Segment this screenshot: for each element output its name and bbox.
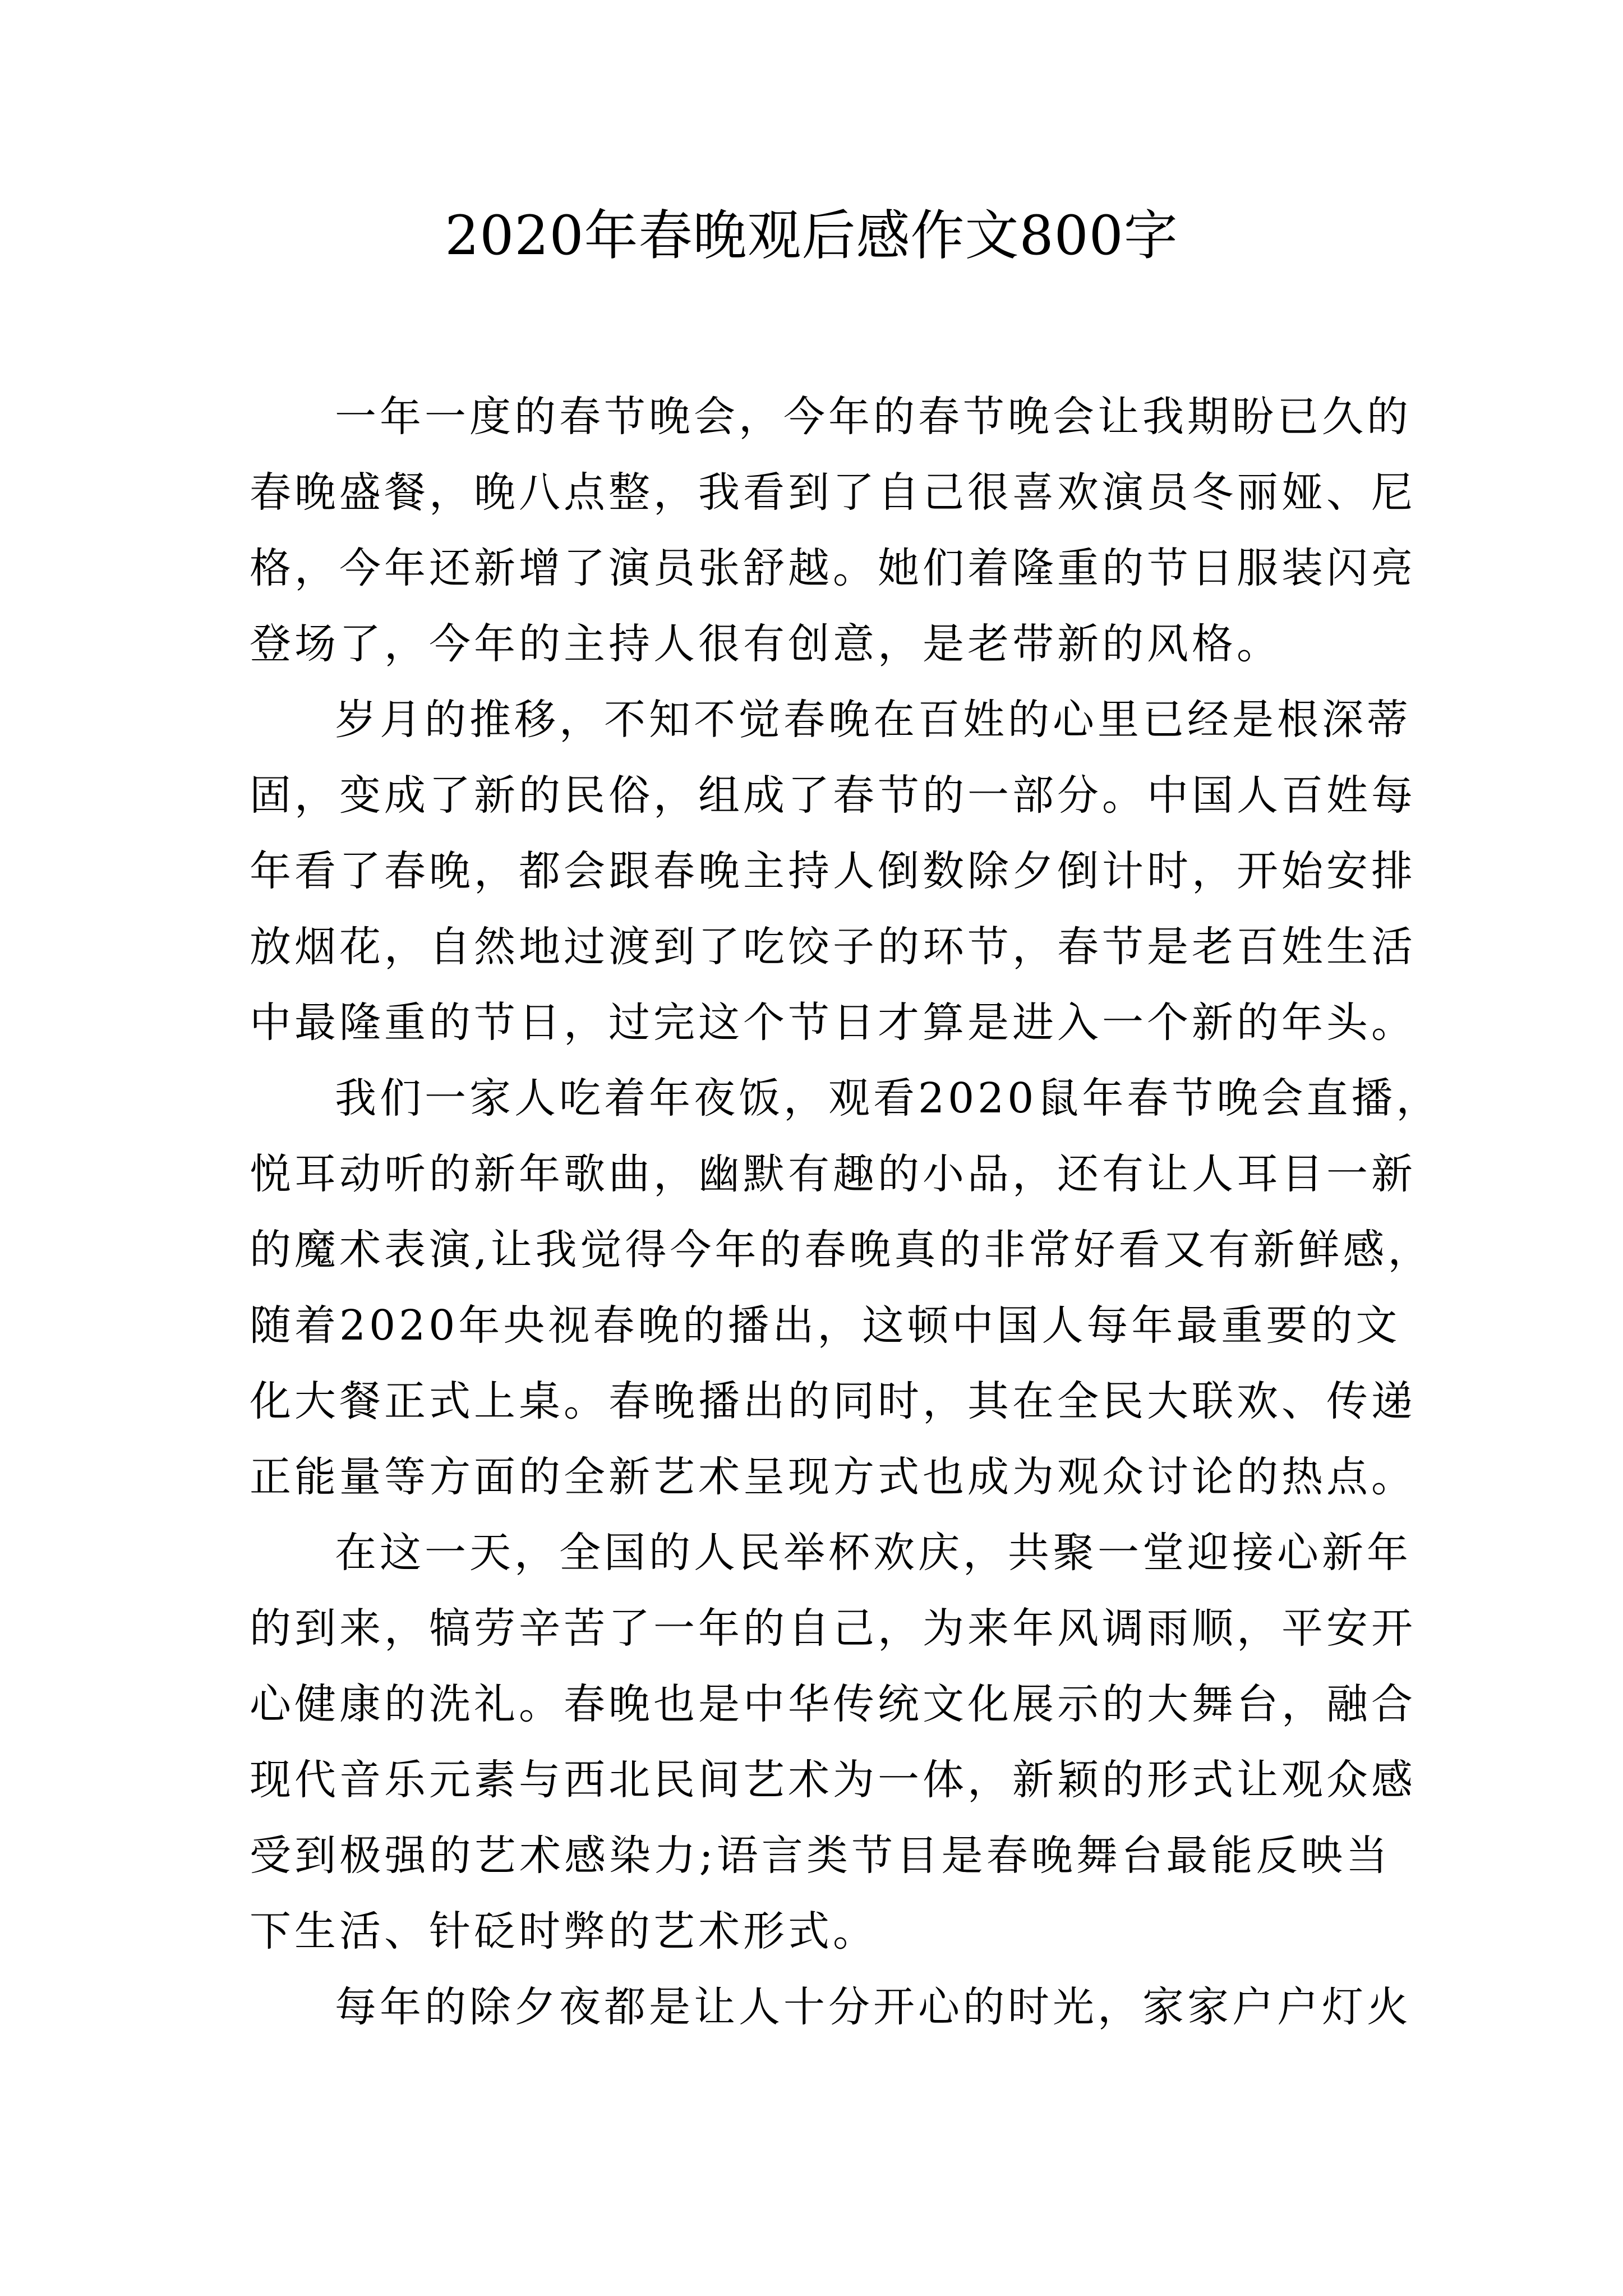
paragraph-1-line-3: 格，今年还新增了演员张舒越。她们着隆重的节日服装闪亮 [250, 544, 1416, 592]
paragraph-4-line-6: 下生活、针砭时弊的艺术形式。 [250, 1907, 878, 1955]
paragraph-3-line-6: 正能量等方面的全新艺术呈现方式也成为观众讨论的热点。 [250, 1453, 1416, 1501]
paragraph-4-line-1: 在这一天，全国的人民举杯欢庆，共聚一堂迎接心新年 [335, 1529, 1412, 1577]
paragraph-2-line-4: 放烟花，自然地过渡到了吃饺子的环节，春节是老百姓生活 [250, 923, 1416, 971]
paragraph-3-line-5: 化大餐正式上桌。春晚播出的同时，其在全民大联欢、传递 [250, 1377, 1416, 1425]
paragraph-1-line-1: 一年一度的春节晚会，今年的春节晚会让我期盼已久的 [335, 393, 1412, 441]
paragraph-4-line-2: 的到来，犒劳辛苦了一年的自己，为来年风调雨顺，平安开 [250, 1604, 1416, 1653]
paragraph-1-line-2: 春晚盛餐，晚八点整，我看到了自己很喜欢演员冬丽娅、尼 [250, 468, 1416, 517]
paragraph-4-line-5: 受到极强的艺术感染力;语言类节目是春晚舞台最能反映当 [250, 1832, 1391, 1880]
paragraph-2-line-2: 固，变成了新的民俗，组成了春节的一部分。中国人百姓每 [250, 771, 1416, 820]
essay-body [250, 379, 1441, 2045]
paragraph-3-line-3: 的魔术表演,让我觉得今年的春晚真的非常好看又有新鲜感， [250, 1226, 1433, 1274]
paragraph-4-line-4: 现代音乐元素与西北民间艺术为一体，新颖的形式让观众感 [250, 1756, 1416, 1804]
paragraph-3-line-1: 我们一家人吃着年夜饭，观看2020鼠年春节晚会直播， [335, 1074, 1441, 1122]
paragraph-2-line-3: 年看了春晚，都会跟春晚主持人倒数除夕倒计时，开始安排 [250, 847, 1416, 895]
paragraph-4-line-3: 心健康的洗礼。春晚也是中华传统文化展示的大舞台，融合 [250, 1680, 1416, 1728]
paragraph-2-line-5: 中最隆重的节日，过完这个节日才算是进入一个新的年头。 [250, 999, 1416, 1047]
paragraph-3-line-4: 随着2020年央视春晚的播出，这顿中国人每年最重要的文 [250, 1301, 1401, 1350]
paragraph-2-line-1: 岁月的推移，不知不觉春晚在百姓的心里已经是根深蒂 [335, 696, 1412, 744]
paragraph-3-line-2: 悦耳动听的新年歌曲，幽默有趣的小品，还有让人耳目一新 [250, 1150, 1416, 1198]
page-title: 2020年春晚观后感作文800字 [445, 204, 1178, 267]
paragraph-1-line-4: 登场了，今年的主持人很有创意，是老带新的风格。 [250, 620, 1281, 668]
paragraph-5-line-1: 每年的除夕夜都是让人十分开心的时光，家家户户灯火 [335, 1983, 1412, 2031]
